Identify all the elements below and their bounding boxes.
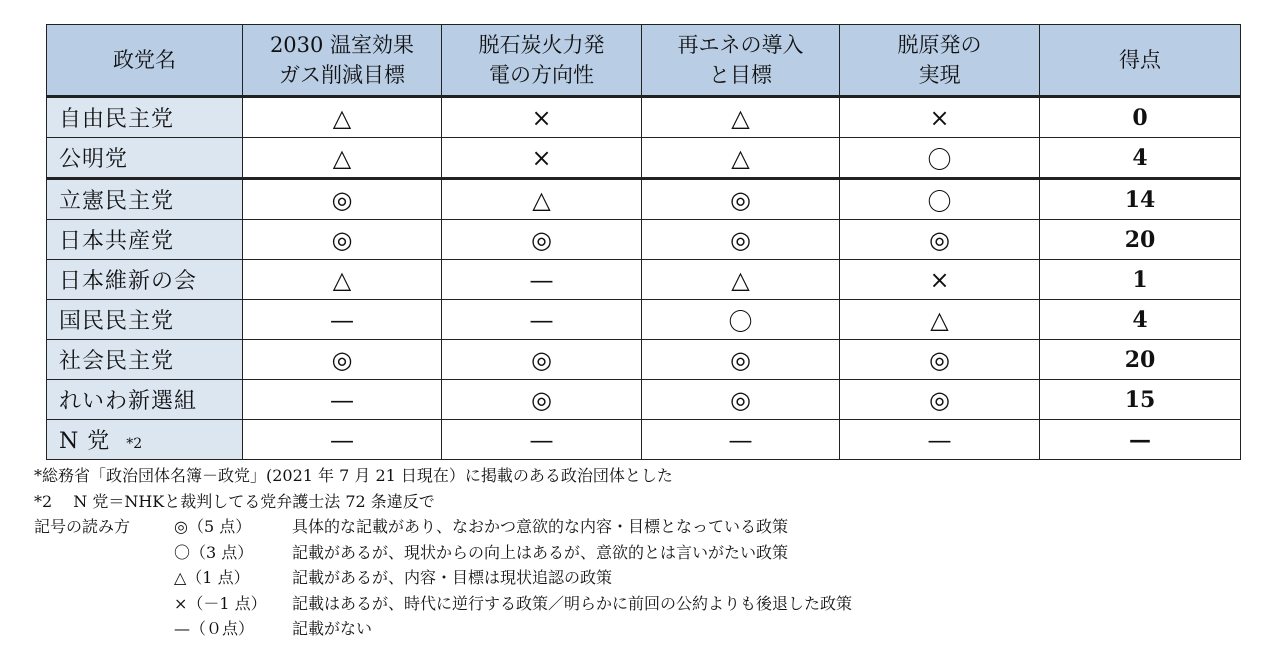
- rating-cell: △: [243, 260, 442, 300]
- score-cell: 15: [1040, 380, 1241, 420]
- symbol-legend: [34, 514, 1234, 642]
- table-row: [47, 260, 1241, 300]
- party-name-cell: [47, 97, 243, 138]
- column-header-line: 得点: [1119, 48, 1161, 72]
- footnotes: [34, 463, 1234, 642]
- legend-description: 具体的な記載があり、なおかつ意欲的な内容・目標となっている政策: [292, 517, 789, 536]
- table-body: [47, 97, 1241, 460]
- rating-cell: ◎: [840, 220, 1040, 260]
- party-name-cell: [47, 138, 243, 179]
- column-header: [840, 25, 1040, 97]
- rating-cell: △: [642, 260, 840, 300]
- rating-cell: —: [442, 420, 642, 460]
- party-name: 自由民主党: [59, 107, 175, 132]
- score-cell: 4: [1040, 138, 1241, 179]
- rating-cell: 〇: [840, 179, 1040, 220]
- rating-cell: △: [642, 97, 840, 138]
- rating-cell: ◎: [642, 220, 840, 260]
- table-header-row: [47, 25, 1241, 97]
- rating-cell: ×: [840, 260, 1040, 300]
- table-row: [47, 380, 1241, 420]
- rating-cell: ×: [442, 97, 642, 138]
- score-cell: 20: [1040, 340, 1241, 380]
- legend-indent: [34, 616, 174, 642]
- party-name-cell: [47, 300, 243, 340]
- score-cell: 4: [1040, 300, 1241, 340]
- rating-cell: ◎: [840, 380, 1040, 420]
- table-row: [47, 340, 1241, 380]
- footnote-n-party: *2 N 党＝NHKと裁判してる党弁護士法 72 条違反で: [34, 491, 435, 511]
- rating-cell: ◎: [442, 380, 642, 420]
- table-row: [47, 420, 1241, 460]
- rating-cell: ◎: [642, 179, 840, 220]
- party-name: 日本共産党: [59, 229, 175, 254]
- rating-cell: △: [243, 97, 442, 138]
- rating-cell: —: [840, 420, 1040, 460]
- legend-description: 記載はあるが、時代に逆行する政策／明らかに前回の公約よりも後退した政策: [292, 593, 853, 613]
- rating-cell: —: [243, 300, 442, 340]
- legend-title: 記号の読み方: [34, 517, 131, 536]
- rating-cell: ◎: [243, 340, 442, 380]
- legend-description: 記載があるが、内容・目標は現状追認の政策: [292, 568, 613, 587]
- column-header: [642, 25, 840, 97]
- party-name: 社会民主党: [59, 349, 175, 374]
- table-row: [47, 300, 1241, 340]
- column-header-line: 実現: [918, 63, 961, 87]
- rating-cell: ×: [442, 138, 642, 179]
- column-header-line: 2030 温室効果: [269, 33, 415, 57]
- score-cell: 0: [1040, 97, 1241, 138]
- rating-cell: △: [243, 138, 442, 179]
- party-name: れいわ新選組: [59, 389, 198, 414]
- legend-symbol: 〇（3 点）: [174, 542, 254, 562]
- column-header-line: 政党名: [113, 48, 176, 72]
- rating-cell: —: [243, 380, 442, 420]
- party-score-table: [46, 24, 1241, 460]
- table-row: [47, 138, 1241, 179]
- legend-indent: [34, 591, 174, 617]
- legend-indent: [34, 565, 174, 591]
- score-cell: 14: [1040, 179, 1241, 220]
- legend-item: [34, 514, 1234, 540]
- rating-cell: —: [642, 420, 840, 460]
- column-header: [47, 25, 243, 97]
- column-header: [1040, 25, 1241, 97]
- rating-cell: ×: [840, 97, 1040, 138]
- legend-item: [34, 616, 1234, 642]
- legend-symbol: —（０点）: [174, 619, 255, 638]
- column-header-line: 再エネの導入: [677, 33, 804, 57]
- legend-description: 記載がない: [292, 619, 373, 638]
- column-header-line: と目標: [709, 63, 772, 87]
- rating-cell: 〇: [840, 138, 1040, 179]
- legend-symbol: ◎（5 点）: [174, 517, 252, 536]
- rating-cell: ◎: [243, 179, 442, 220]
- rating-cell: ◎: [840, 340, 1040, 380]
- score-cell: —: [1040, 420, 1241, 460]
- party-name-cell: [47, 420, 243, 460]
- legend-symbol: ×（－1 点）: [174, 593, 267, 613]
- party-name-cell: [47, 340, 243, 380]
- rating-cell: △: [840, 300, 1040, 340]
- rating-cell: 〇: [642, 300, 840, 340]
- legend-indent: [34, 540, 174, 566]
- rating-cell: —: [243, 420, 442, 460]
- party-name-cell: [47, 179, 243, 220]
- party-name: 公明党: [59, 147, 129, 172]
- party-name: N 党: [59, 429, 111, 454]
- rating-cell: △: [642, 138, 840, 179]
- column-header: [442, 25, 642, 97]
- rating-cell: ◎: [642, 380, 840, 420]
- rating-cell: ◎: [442, 220, 642, 260]
- table-row: [47, 179, 1241, 220]
- column-header-line: 脱石炭火力発: [478, 33, 605, 57]
- table-row: [47, 220, 1241, 260]
- rating-cell: ◎: [243, 220, 442, 260]
- score-cell: 20: [1040, 220, 1241, 260]
- rating-cell: ◎: [442, 340, 642, 380]
- column-header-line: 電の方向性: [489, 63, 594, 87]
- legend-description: 記載があるが、現状からの向上はあるが、意欲的とは言いがたい政策: [292, 542, 789, 562]
- column-header: [243, 25, 442, 97]
- score-cell: 1: [1040, 260, 1241, 300]
- party-name-cell: [47, 220, 243, 260]
- party-name: 日本維新の会: [59, 269, 198, 294]
- rating-cell: ◎: [642, 340, 840, 380]
- party-name: 国民民主党: [59, 309, 175, 334]
- party-name-cell: [47, 380, 243, 420]
- footnote-source: *総務省「政治団体名簿－政党」(2021 年 7 月 21 日現在）に掲載のある政治団体とした: [34, 466, 673, 485]
- rating-cell: —: [442, 260, 642, 300]
- party-name: 立憲民主党: [59, 189, 175, 214]
- rating-cell: —: [442, 300, 642, 340]
- column-header-line: 脱原発の: [897, 33, 982, 57]
- legend-item: [34, 565, 1234, 591]
- legend-item: [34, 540, 1234, 566]
- legend-symbol: △（1 点）: [174, 568, 250, 587]
- column-header-line: ガス削減目標: [279, 63, 405, 87]
- party-footnote-mark: *2: [126, 436, 143, 452]
- table-row: [47, 97, 1241, 138]
- scorecard: [46, 24, 1240, 460]
- rating-cell: △: [442, 179, 642, 220]
- legend-item: [34, 591, 1234, 617]
- party-name-cell: [47, 260, 243, 300]
